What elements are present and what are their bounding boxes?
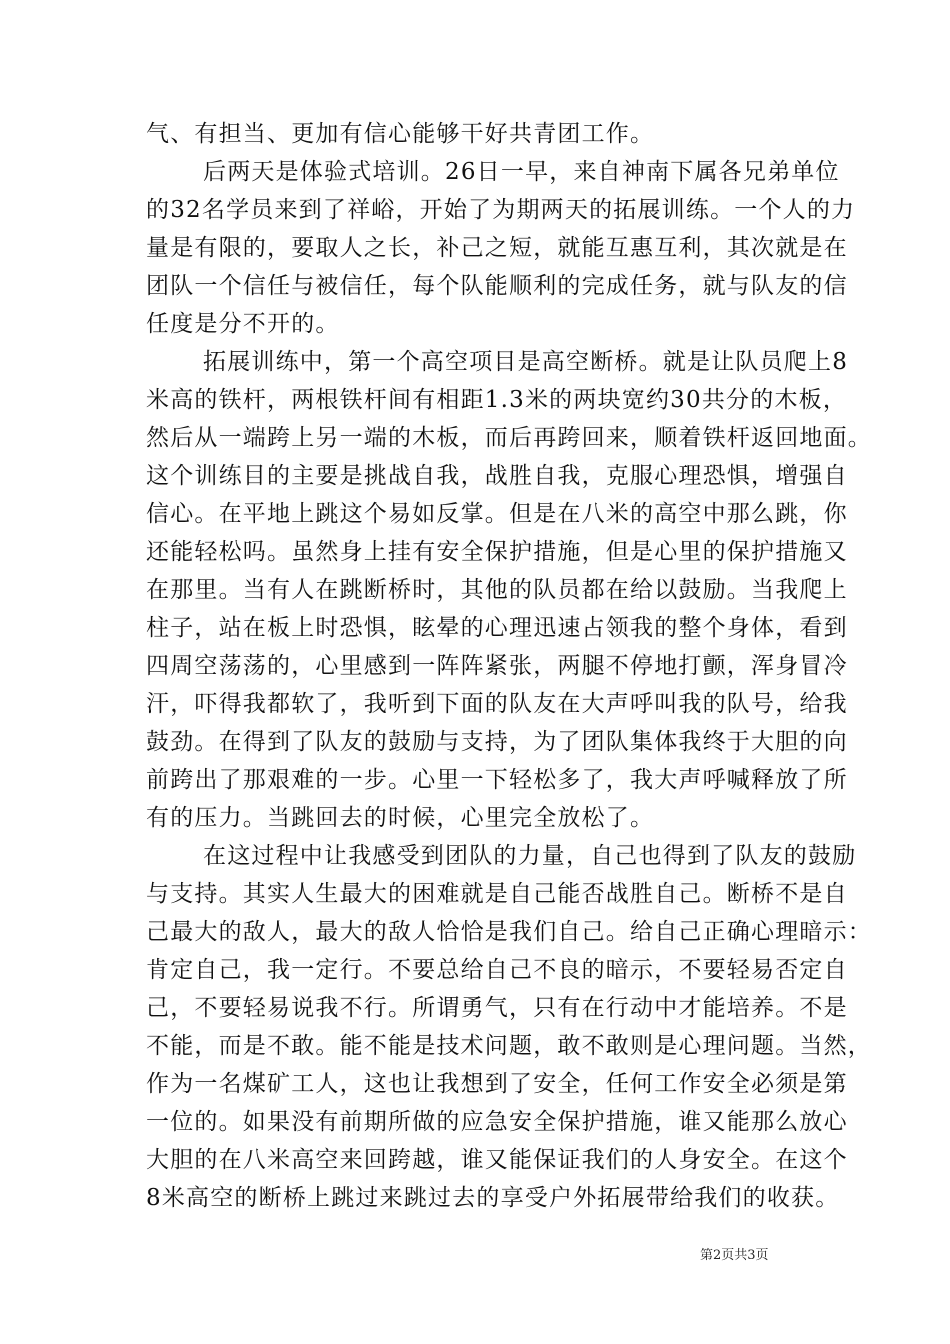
text-line: 的32名学员来到了祥峪，开始了为期两天的拓展训练。一个人的力	[146, 197, 856, 223]
text-line: 不能，而是不敢。能不能是技术问题，敢不敢则是心理问题。当然，	[146, 1033, 872, 1059]
text-line: 己，不要轻易说我不行。所谓勇气，只有在行动中才能培养。不是	[146, 995, 848, 1021]
text-line: 气、有担当、更加有信心能够干好共青团工作。	[146, 121, 655, 147]
text-line: 8米高空的断桥上跳过来跳过去的享受户外拓展带给我们的收获。	[146, 1185, 840, 1211]
text-line: 汗，吓得我都软了，我听到下面的队友在大声呼叫我的队号，给我	[146, 691, 848, 717]
text-line: 量是有限的，要取人之长，补己之短，就能互惠互利，其次就是在	[146, 235, 848, 261]
text-line: 还能轻松吗。虽然身上挂有安全保护措施，但是心里的保护措施又	[146, 539, 848, 565]
page-number: 第2页共3页	[700, 1248, 769, 1263]
paragraph-start-line: 在这过程中让我感受到团队的力量，自己也得到了队友的鼓励	[203, 843, 857, 869]
text-line: 有的压力。当跳回去的时候，心里完全放松了。	[146, 805, 655, 831]
text-line: 米高的铁杆，两根铁杆间有相距1.3米的两块宽约30共分的木板，	[146, 387, 848, 413]
paragraph-start-line: 拓展训练中，第一个高空项目是高空断桥。就是让队员爬上8	[203, 349, 849, 375]
text-line: 这个训练目的主要是挑战自我，战胜自我，克服心理恐惧，增强自	[146, 463, 848, 489]
text-line: 肯定自己，我一定行。不要总给自己不良的暗示，不要轻易否定自	[146, 957, 848, 983]
text-line: 柱子，站在板上时恐惧，眩晕的心理迅速占领我的整个身体，看到	[146, 615, 848, 641]
text-line: 己最大的敌人，最大的敌人恰恰是我们自己。给自己正确心理暗示：	[146, 919, 872, 945]
text-line: 信心。在平地上跳这个易如反掌。但是在八米的高空中那么跳，你	[146, 501, 848, 527]
text-line: 在那里。当有人在跳断桥时，其他的队员都在给以鼓励。当我爬上	[146, 577, 848, 603]
text-line: 团队一个信任与被信任，每个队能顺利的完成任务，就与队友的信	[146, 273, 848, 299]
text-line: 四周空荡荡的，心里感到一阵阵紧张，两腿不停地打颤，浑身冒冷	[146, 653, 848, 679]
text-line: 前跨出了那艰难的一步。心里一下轻松多了，我大声呼喊释放了所	[146, 767, 848, 793]
text-line: 作为一名煤矿工人，这也让我想到了安全，任何工作安全必须是第	[146, 1071, 848, 1097]
text-line: 与支持。其实人生最大的困难就是自己能否战胜自己。断桥不是自	[146, 881, 848, 907]
text-line: 然后从一端跨上另一端的木板，而后再跨回来，顺着铁杆返回地面。	[146, 425, 872, 451]
text-line: 大胆的在八米高空来回跨越，谁又能保证我们的人身安全。在这个	[146, 1147, 848, 1173]
text-line: 鼓劲。在得到了队友的鼓励与支持，为了团队集体我终于大胆的向	[146, 729, 848, 755]
text-line: 任度是分不开的。	[146, 311, 340, 337]
paragraph-start-line: 后两天是体验式培训。26日一早，来自神南下属各兄弟单位	[203, 159, 840, 185]
text-line: 一位的。如果没有前期所做的应急安全保护措施，谁又能那么放心	[146, 1109, 848, 1135]
